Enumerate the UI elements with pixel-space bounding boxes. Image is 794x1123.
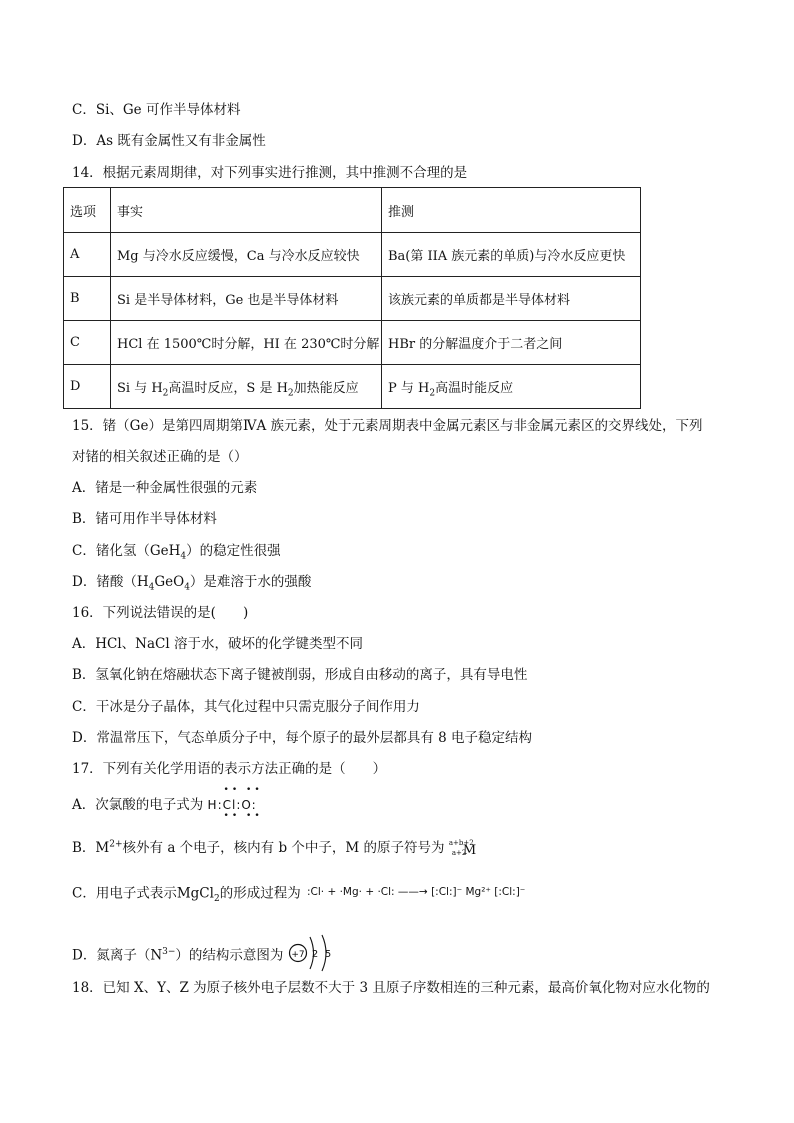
q15-option-c: C．锗化氢（GeH$_4$）的稳定性很强: [72, 543, 281, 562]
q17-option-d: D．氮离子$(N^{3-})$的结构示意图为 +7 2 5: [72, 931, 340, 981]
mgcl2-formation-scheme-text: :Cl· + ·Mg· + ·Cl: ——→ [:Cl:]⁻ Mg²⁺ [:Cl:]⁻: [307, 886, 526, 898]
q16-option-b: B．氢氧化钠在熔融状态下离子键被削弱，形成自由移动的离子，具有导电性: [72, 667, 528, 683]
q15-option-a: A．锗是一种金属性很强的元素: [72, 480, 258, 496]
q17-option-a: A．次氯酸的电子式为 •• •• H:Cl:O: •• ••: [72, 785, 263, 821]
table-cell-inference: Ba(第 IIA 族元素的单质)与冷水反应更快: [382, 233, 641, 277]
table-header-fact: 事实: [111, 188, 382, 233]
q15-stem-line2: 对锗的相关叙述正确的是（）: [72, 449, 248, 465]
table-cell-option: D: [64, 365, 111, 409]
table-row: [64, 321, 641, 365]
q15-stem-line1: 15．锗（Ge）是第四周期第ⅣA 族元素，处于元素周期表中金属元素区与非金属元素区的交界线处，下列: [72, 418, 703, 434]
table-row: [64, 233, 641, 277]
table-cell-option: B: [64, 277, 111, 321]
q17-option-c: C．用电子式表示MgCl$_2$的形成过程为 :Cl· + ·Mg· + ·Cl: ——→ [:Cl:]⁻ Mg²⁺ [:Cl:]⁻: [72, 879, 605, 909]
q16-option-d: D．常温常压下，气态单质分子中，每个原子的最外层都具有 8 电子稳定结构: [72, 730, 532, 746]
table-cell-fact: Mg 与冷水反应缓慢，Ca 与冷水反应较快: [111, 233, 382, 277]
svg-text:2: 2: [311, 949, 318, 960]
q16-option-a: A．HCl、NaCl 溶于水，破坏的化学键类型不同: [72, 636, 363, 652]
q16-stem: 16．下列说法错误的是( ): [72, 605, 249, 621]
nitride-ion-structure-diagram: [288, 931, 340, 981]
table-cell-fact: Si 是半导体材料，Ge 也是半导体材料: [111, 277, 382, 321]
table-cell-inference: 该族元素的单质都是半导体材料: [382, 277, 641, 321]
q13-option-d: D．As 既有金属性又有非金属性: [72, 133, 266, 149]
q18-stem: 18．已知 X、Y、Z 为原子核外电子层数不大于 3 且原子序数相连的三种元素，最高价氧化物对应水化物的: [72, 980, 710, 996]
q15-option-d: D．锗酸$(H_4GeO_4)$是难溶于水的强酸: [72, 574, 312, 593]
table-header-option: 选项: [64, 188, 111, 233]
svg-text:5: 5: [324, 949, 331, 960]
q14-table: [63, 187, 641, 409]
hypochlorous-electron-formula: •• •• H:Cl:O: •• ••: [207, 785, 263, 821]
table-cell-inference: P 与 $H_2$高温时能反应: [382, 365, 641, 409]
q15-option-b: B．锗可用作半导体材料: [72, 511, 217, 527]
table-cell-fact: Si 与 $H_2$高温时反应，S 是 $H_2$加热能反应: [111, 365, 382, 409]
mgcl2-formation-scheme: [305, 879, 605, 909]
table-header-row: [64, 188, 641, 233]
q16-option-c: C．干冰是分子晶体，其气化过程中只需克服分子间作用力: [72, 699, 420, 715]
table-cell-fact: HCl 在 1500℃时分解，HI 在 230℃时分解: [111, 321, 382, 365]
table-row: [64, 277, 641, 321]
q17-option-b: B．$M^{2+}$核外有 a 个电子，核内有 b 个中子，M 的原子符号为 a+b+2 a+2 M: [72, 838, 477, 858]
svg-text:+7: +7: [291, 950, 305, 960]
isotope-symbol: a+b+2 a+2 M: [448, 838, 477, 858]
q17-stem: 17．下列有关化学用语的表示方法正确的是（ ）: [72, 761, 387, 777]
table-cell-option: A: [64, 233, 111, 277]
q13-option-c: C．Si、Ge 可作半导体材料: [72, 102, 241, 118]
table-cell-option: C: [64, 321, 111, 365]
table-row: [64, 365, 641, 409]
q14-stem: 14．根据元素周期律，对下列事实进行推测，其中推测不合理的是: [72, 165, 468, 181]
table-header-inference: 推测: [382, 188, 641, 233]
table-cell-inference: HBr 的分解温度介于二者之间: [382, 321, 641, 365]
